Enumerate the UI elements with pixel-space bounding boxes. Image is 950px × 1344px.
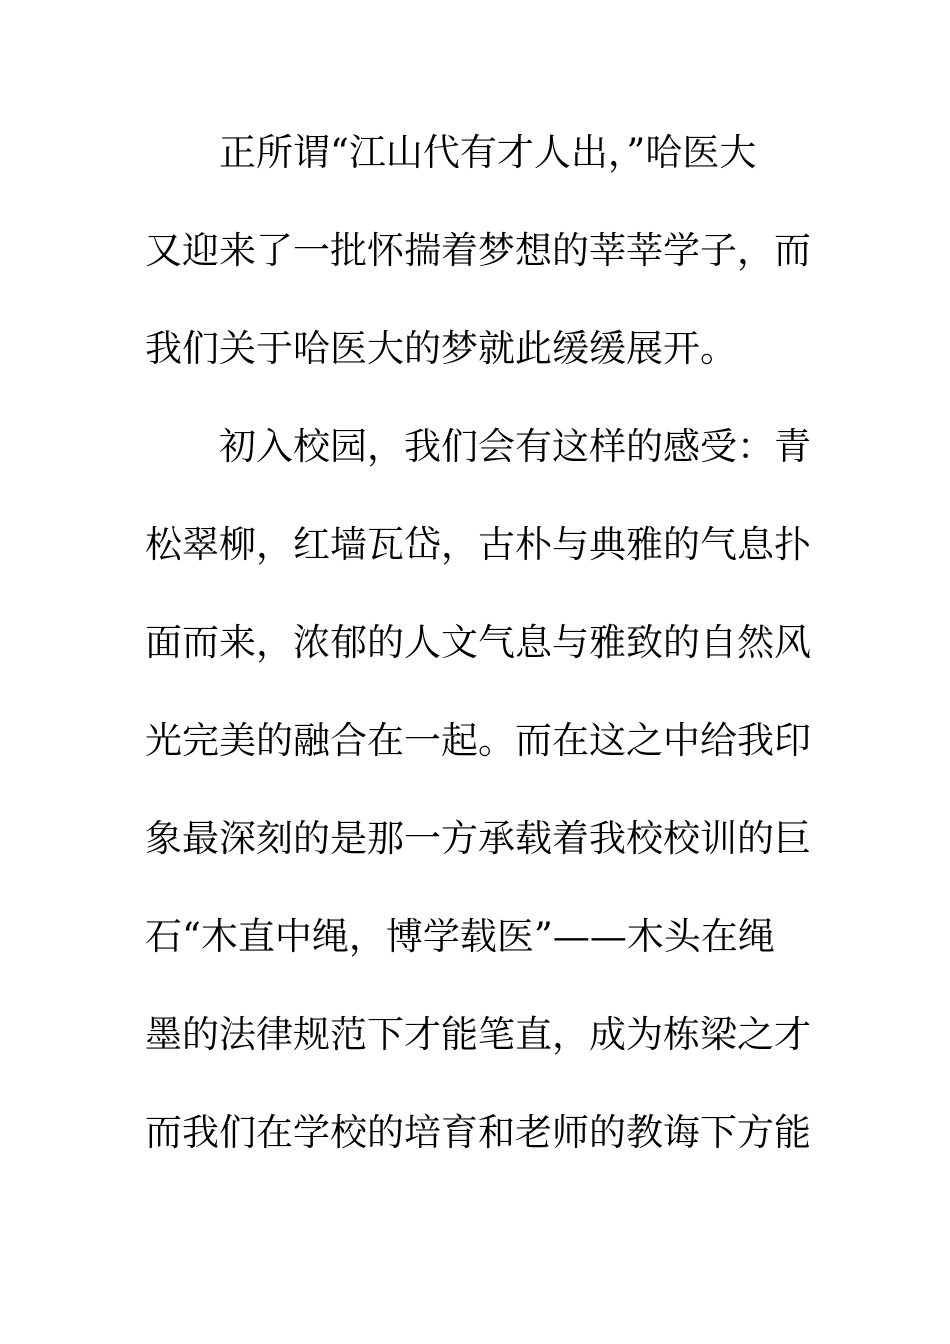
text-line: 石“木直中绳，博学载医”——木头在绳 [145, 915, 775, 958]
text-line: 松翠柳，红墙瓦岱，古朴与典雅的气息扑 [145, 523, 811, 566]
text-line: 正所谓“江山代有才人出，”哈医大 [145, 131, 757, 174]
text-line: 我们关于哈医大的梦就此缓缓展开。 [145, 327, 737, 370]
text-line: 墨的法律规范下才能笔直，成为栋梁之才 [145, 1013, 811, 1056]
text-line: 面而来，浓郁的人文气息与雅致的自然风 [145, 621, 811, 664]
text-line: 又迎来了一批怀揣着梦想的莘莘学子，而 [145, 229, 811, 272]
text-line: 象最深刻的是那一方承载着我校校训的巨 [145, 817, 811, 860]
text-line: 而我们在学校的培育和老师的教诲下方能 [145, 1111, 811, 1154]
text-line: 光完美的融合在一起。而在这之中给我印 [145, 719, 811, 762]
text-line: 初入校园，我们会有这样的感受：青 [145, 425, 811, 468]
